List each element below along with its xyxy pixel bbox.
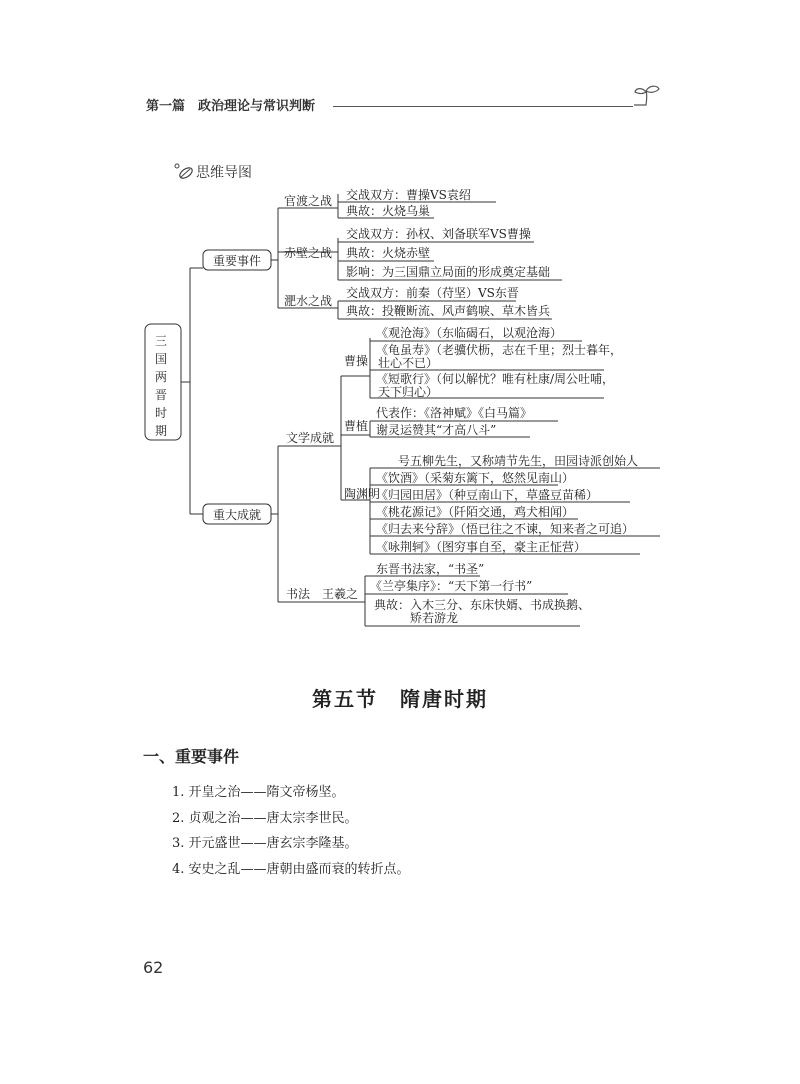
list-item: 2. 贞观之治——唐太宗李世民。 xyxy=(172,811,358,826)
achievements-label: 重大成就 xyxy=(213,508,262,522)
calligraphy-detail: 《兰亭集序》：“天下第一行书” xyxy=(370,579,533,593)
poem-line: 《归去来兮辞》（悟已往之不谏，知来者之可追） xyxy=(376,522,635,536)
root-char: 国 xyxy=(155,352,168,366)
events-label: 重要事件 xyxy=(213,254,262,268)
calligraphy-detail: 东晋书法家，“书圣” xyxy=(376,562,485,576)
battle-label: 官渡之战 xyxy=(284,194,333,208)
battle-detail: 影响：为三国鼎立局面的形成奠定基础 xyxy=(346,265,551,279)
battle-detail: 交战双方：前秦（苻坚）VS东晋 xyxy=(346,286,519,300)
poet-label: 陶渊明 xyxy=(344,487,381,501)
poet-label: 曹植 xyxy=(344,419,369,433)
list-item: 1. 开皇之治——隋文帝杨坚。 xyxy=(172,785,345,800)
battle-label: 赤壁之战 xyxy=(284,246,333,260)
calligrapher-name: 王羲之 xyxy=(322,587,359,601)
poem-line: 《饮酒》（采菊东篱下，悠然见南山） xyxy=(376,471,575,485)
root-char: 晋 xyxy=(155,388,168,402)
poem-line: 《咏荆轲》（图穷事自至，豪主正怔营） xyxy=(376,540,587,554)
part-title: 第一篇 政治理论与常识判断 xyxy=(146,99,316,114)
poet-label: 曹操 xyxy=(344,354,369,368)
poem-line: 谢灵运赞其“才高八斗” xyxy=(376,423,497,437)
poem-line: 天下归心） xyxy=(378,385,439,399)
battle-detail: 交战双方：曹操VS袁绍 xyxy=(346,188,471,202)
poem-line: 《观沧海》（东临碣石，以观沧海） xyxy=(376,326,563,340)
root-char: 三 xyxy=(155,334,168,348)
section-title: 第五节 隋唐时期 xyxy=(312,687,488,711)
poem-line: 代表作：《洛神赋》《白马篇》 xyxy=(376,406,533,420)
list-item: 3. 开元盛世——唐玄宗李隆基。 xyxy=(172,836,358,851)
battle-detail: 典故：火烧赤壁 xyxy=(346,246,431,260)
mindmap-heading: 思维导图 xyxy=(196,165,252,181)
calligraphy-label: 书法 xyxy=(286,587,311,601)
poem-line: 《桃花源记》（阡陌交通，鸡犬相闻） xyxy=(376,505,575,519)
battle-label: 淝水之战 xyxy=(284,294,333,308)
literature-label: 文学成就 xyxy=(286,431,335,445)
root-label xyxy=(155,334,167,438)
calligraphy-detail: 典故：入木三分、东床快婿、书成换鹅、 xyxy=(374,598,591,612)
list-item: 4. 安史之乱——唐朝由盛而衰的转折点。 xyxy=(172,862,410,877)
section-heading: 一、重要事件 xyxy=(143,747,240,766)
root-char: 两 xyxy=(155,370,168,384)
battle-detail: 典故：投鞭断流、风声鹤唳、草木皆兵 xyxy=(346,304,551,318)
battle-detail: 典故：火烧乌巢 xyxy=(346,204,431,218)
poem-line: 《短歌行》（何以解忧？唯有杜康/周公吐哺， xyxy=(376,372,615,386)
page-number: 62 xyxy=(143,958,164,977)
root-char: 期 xyxy=(155,424,168,438)
battle-detail: 交战双方：孙权、刘备联军VS曹操 xyxy=(346,227,531,241)
poem-line: 《归园田居》（种豆南山下，草盛豆苗稀） xyxy=(376,488,599,502)
poem-line: 壮心不已） xyxy=(378,356,439,370)
poem-line: 《龟虽寿》（老骥伏枥，志在千里；烈士暮年， xyxy=(376,343,623,357)
root-char: 时 xyxy=(155,406,168,420)
poet-intro: 号五柳先生，又称靖节先生，田园诗派创始人 xyxy=(398,454,639,468)
calligraphy-detail: 矫若游龙 xyxy=(410,611,459,625)
